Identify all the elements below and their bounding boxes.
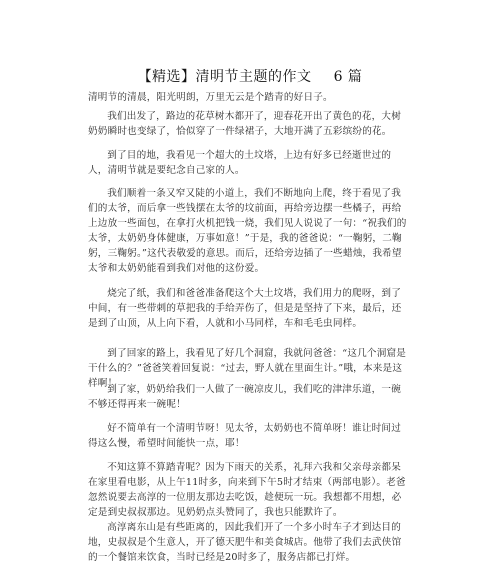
document-title — [0, 66, 500, 86]
paragraph: 我们出发了，路边的花草树木都开了，迎春花开出了黄色的花，大树奶奶瞬时也变绿了，恰似穿了一件绿裙子，大地开满了五彩缤纷的花。 — [88, 111, 401, 137]
paragraph: 高淳离东山是有些距离的，因此我们开了一个多小时车子才到达目的地，史叔叔是个生意人，开了德天肥牛和美食城店。他带了我们去武侠馆的一个餐馆来饮食，当时已经是20时多了，服务店都已打烊。 — [88, 522, 402, 563]
paragraph: 不知这算不算踏青呢？因为下雨天的关系，礼拜六我和父亲母亲都呆在家里看电影，从上午11时多，向来到下午5时才结束（两部电影）。老爸忽然说要去高淳的一位朋友那边去吃饭，趁便玩一玩。我想都不用想，必定是到史叔叔那边。见奶奶点头赞同了，我也只能默许了。 — [88, 462, 406, 518]
paragraph: 到了回家的路上，我看见了好几个洞窟，我就问爸爸：“这几个洞窟是干什么的？”爸爸笑着回复说：“过去，野人就在里面生计。”哦，本来是这样啊！ — [88, 348, 407, 389]
paragraph: 我们顺着一条又窄又陡的小道上，我们不断地向上爬，终于看见了我们的太爷，而后拿一些钱摆在太爷的坟前面，再给旁边摆一些橘子，再给上边放一些面包，在拿打火机把钱一烧，我们见人说说了一句：“祝我们的太爷，太奶奶身体健康，万事如意！”于是，我的爸爸说：“一鞠躬，二鞠躬，三鞠躬。”这代表敬爱的意思。而后，还给旁边插了一些蜡烛，我希望太爷和太奶奶能看到我们对他的这份爱。 — [88, 188, 407, 274]
title-count: 6 篇 — [333, 69, 363, 85]
title-main: 【精选】清明节主题的作文 — [137, 69, 312, 85]
paragraph: 好不简单有一个清明节呀！见太爷，太奶奶也不简单呀！谁让时间过得这么慢，希望时间能快一点，耶！ — [88, 423, 401, 449]
paragraph: 清明节的清晨，阳光明朗，万里无云是个踏青的好日子。 — [88, 92, 333, 103]
paragraph: 到了目的地，我看见一个超大的土坟塔，上边有好多已经逝世过的人，清明节就是要纪念自己家的人。 — [88, 150, 392, 176]
paragraph: 烧完了纸，我们和爸爸准备爬这个大土坟塔，我们用力的爬呀，到了中间，有一些带刺的草把我的手给弄伤了，但是是坚持了下来，最后，还是到了山顶，从上向下看，人就和小马同样，车和毛毛虫同样。 — [88, 288, 402, 329]
paragraph: 到了家，奶奶给我们一人做了一碗凉皮儿，我们吃的津津乐道，一碗不够还得再来一碗呢！ — [88, 384, 401, 410]
